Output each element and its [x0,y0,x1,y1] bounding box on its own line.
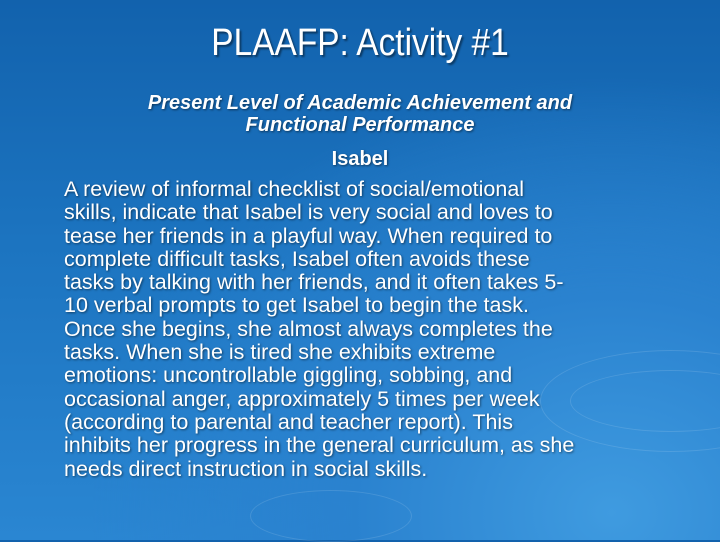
body-line: 10 verbal prompts to get Isabel to begin the task. [64,293,529,318]
body-line: inhibits her progress in the general curriculum, as she [64,433,575,458]
body-line: (according to parental and teacher report). This [64,409,513,434]
body-line: complete difficult tasks, Isabel often avoids these [64,246,530,271]
subtitle-line: Functional Performance [245,114,475,136]
body-line: occasional anger, approximately 5 times per week [64,386,540,411]
subtitle-line: Present Level of Academic Achievement and [147,92,573,114]
slide-subtitle [60,92,660,136]
body-paragraph [64,178,704,481]
body-line: Once she begins, she almost always completes the [64,316,553,341]
slide-title: PLAAFP: Activity #1 [211,22,509,64]
body-line: needs direct instruction in social skills. [64,456,428,481]
body-line: tease her friends in a playful way. When required to [64,223,553,248]
student-name: Isabel [331,148,389,170]
body-line: tasks. When she is tired she exhibits extreme [64,340,496,365]
body-line: skills, indicate that Isabel is very social and loves to [64,200,553,225]
body-line: tasks by talking with her friends, and it often takes 5- [64,270,564,295]
body-line: emotions: uncontrollable giggling, sobbing, and [64,363,513,388]
body-line: A review of informal checklist of social/emotional [64,177,525,201]
